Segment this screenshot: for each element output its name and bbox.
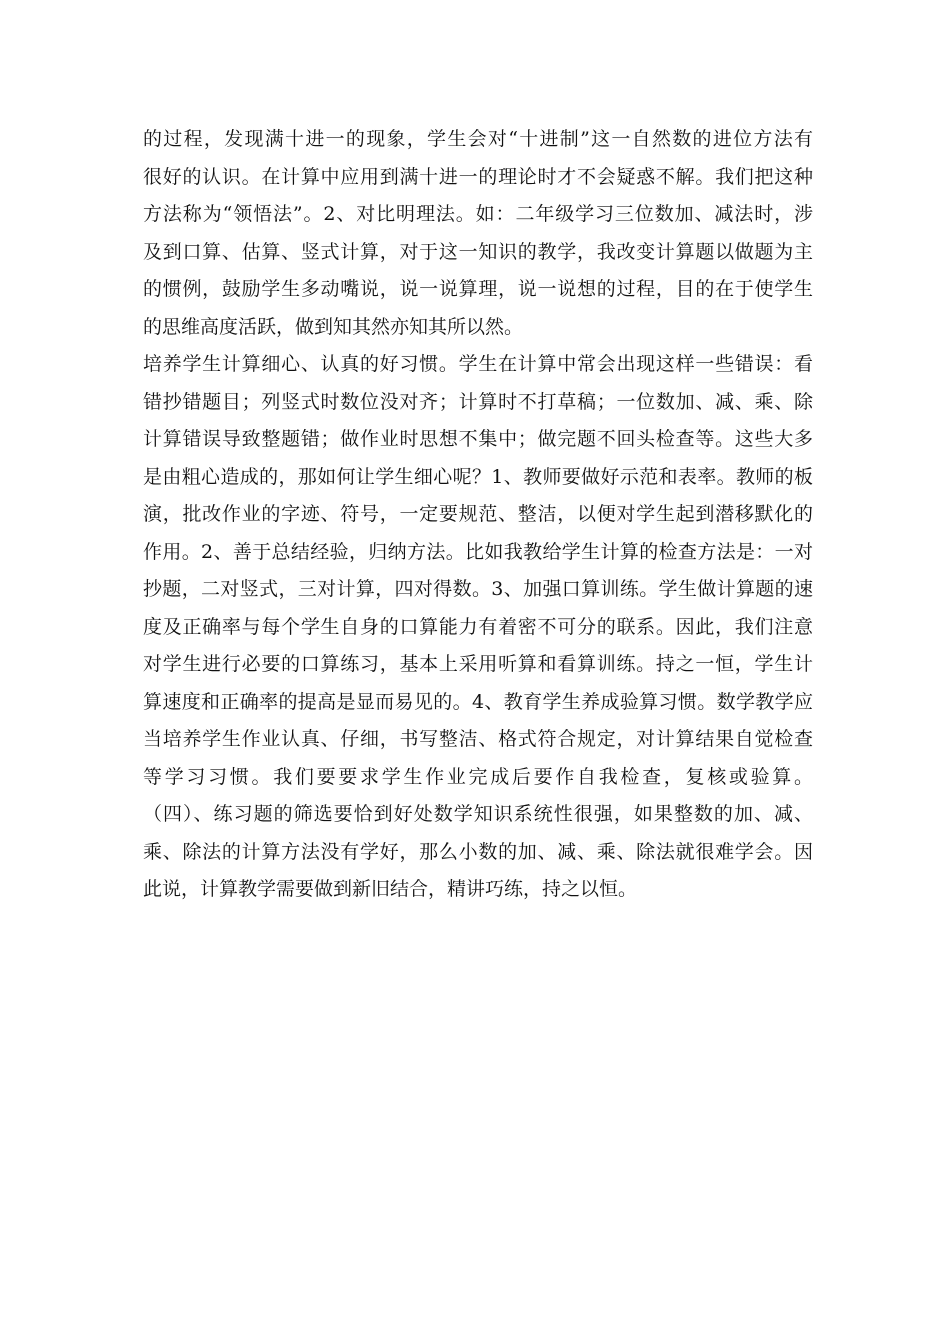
text-line: 此说，计算教学需要做到新旧结合，精讲巧练，持之以恒。 [143, 878, 638, 900]
text-line: 抄题，二对竖式，三对计算，四对得数。3、加强口算训练。学生做计算题的速 [143, 578, 813, 600]
text-line: 是由粗心造成的，那如何让学生细心呢？1、教师要做好示范和表率。教师的板 [143, 465, 813, 488]
text-line: 的思维高度活跃，做到知其然亦知其所以然。 [143, 315, 524, 338]
text-line: 的过程，发现满十进一的现象，学生会对“十进制”这一自然数的进位方法有 [143, 128, 813, 150]
text-line: 的惯例，鼓励学生多动嘴说，说一说算理，说一说想的过程，目的在于使学生 [143, 278, 813, 300]
text-line: 对学生进行必要的口算练习，基本上采用听算和看算训练。持之一恒，学生计 [143, 653, 813, 675]
text-line: 演，批改作业的字迹、符号，一定要规范、整洁，以便对学生起到潜移默化的 [143, 503, 813, 525]
text-line: 等学习习惯。我们要要求学生作业完成后要作自我检查，复核或验算。 [143, 765, 813, 788]
text-line: 及到口算、估算、竖式计算，对于这一知识的教学，我改变计算题以做题为主 [143, 240, 813, 263]
text-line: 当培养学生作业认真、仔细，书写整洁、格式符合规定，对计算结果自觉检查 [143, 728, 813, 750]
text-line: 很好的认识。在计算中应用到满十进一的理论时才不会疑惑不解。我们把这种 [143, 165, 813, 188]
text-line: 作用。2、善于总结经验，归纳方法。比如我教给学生计算的检查方法是：一对 [143, 540, 813, 563]
text-line: 错抄错题目；列竖式时数位没对齐；计算时不打草稿；一位数加、减、乘、除 [143, 390, 813, 413]
text-line: 方法称为“领悟法”。2、对比明理法。如：二年级学习三位数加、减法时，涉 [143, 203, 813, 225]
text-line: 计算错误导致整题错；做作业时思想不集中；做完题不回头检查等。这些大多 [143, 428, 813, 450]
body-text [143, 121, 813, 909]
text-line: 度及正确率与每个学生自身的口算能力有着密不可分的联系。因此，我们注意 [143, 615, 813, 638]
text-line: （四）、练习题的筛选要恰到好处数学知识系统性很强，如果整数的加、减、 [143, 803, 813, 825]
text-line: 培养学生计算细心、认真的好习惯。学生在计算中常会出现这样一些错误：看 [143, 353, 813, 375]
text-line: 算速度和正确率的提高是显而易见的。4、教育学生养成验算习惯。数学教学应 [143, 690, 813, 713]
text-line: 乘、除法的计算方法没有学好，那么小数的加、减、乘、除法就很难学会。因 [143, 840, 813, 863]
